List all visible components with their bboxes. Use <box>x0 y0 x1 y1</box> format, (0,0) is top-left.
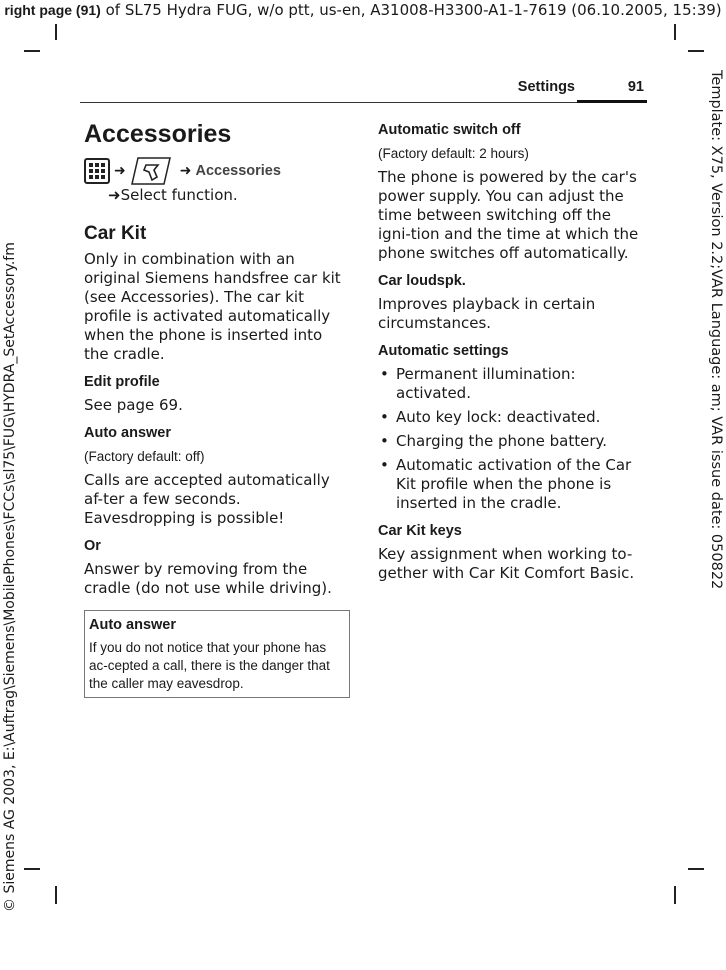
nav-arrow: ➜ <box>179 163 192 179</box>
edit-profile-text: See page 69. <box>84 396 183 414</box>
settings-tool-icon <box>130 156 176 186</box>
crop-mark-tr-v <box>674 24 676 40</box>
or-text: Answer by removing from the cradle (do not use while driving). <box>84 560 332 597</box>
auto-answer-text: Calls are accepted automatically af-ter a few seconds. Eavesdropping is possible! <box>84 471 330 527</box>
print-header-text: of SL75 Hydra FUG, w/o ptt, us-en, A31008-H3300-A1-1-7619 (06.10.2005, 15:39) <box>105 1 722 19</box>
page-number: 91 <box>627 79 644 95</box>
side-file-path: © Siemens AG 2003, E:\Auftrag\Siemens\MobilePhones\FCCs\sl75\FUG\HYDRA_SetAccessory.fm <box>2 242 18 912</box>
list-item <box>378 365 646 403</box>
car-kit-keys-text: Key assignment when working to-gether with Car Kit Comfort Basic. <box>378 545 635 582</box>
nav-arrow: ➜ <box>114 163 126 179</box>
switch-off-default: (Factory default: 2 hours) <box>378 146 529 161</box>
crop-mark-tl-v <box>55 24 57 40</box>
bullet: • <box>380 456 389 474</box>
auto-settings-heading: Automatic settings <box>378 343 509 359</box>
list-item-text: Permanent illumination: activated. <box>396 365 576 402</box>
crop-mark-bl-h <box>24 868 40 870</box>
switch-off-heading: Automatic switch off <box>378 122 521 138</box>
running-header <box>80 78 647 103</box>
switch-off-text: The phone is powered by the car's power supply. You can adjust the time between switching off the igni-tion and the time at which the phone switches off automatically. <box>378 168 639 262</box>
car-kit-keys-heading: Car Kit keys <box>378 523 462 539</box>
auto-settings-list <box>378 365 646 513</box>
note-body: If you do not notice that your phone has ac-cepted a call, there is the danger that the caller may eavesdrop. <box>89 640 330 691</box>
crop-mark-tr-h <box>688 50 704 52</box>
bullet: • <box>380 432 389 450</box>
bullet: • <box>380 365 389 383</box>
loudspeaker-heading: Car loudspk. <box>378 273 466 289</box>
crop-mark-bl-v <box>55 886 57 904</box>
page-number-rule <box>577 100 647 103</box>
loudspeaker-text: Improves playback in certain circumstances. <box>378 295 596 332</box>
edit-profile-heading: Edit profile <box>84 374 160 390</box>
crop-mark-tl-h <box>24 50 40 52</box>
auto-answer-default: (Factory default: off) <box>84 449 205 464</box>
car-kit-heading: Car Kit <box>84 223 147 244</box>
side-template-info: Template: X75, Version 2.2;VAR Language: am; VAR issue date: 050822 <box>708 70 724 590</box>
section-title: Settings <box>517 79 575 95</box>
nav-target: Accessories <box>195 163 281 179</box>
crop-mark-br-h <box>688 868 704 870</box>
note-box <box>84 610 350 698</box>
or-heading: Or <box>84 538 101 554</box>
crop-mark-br-v <box>674 886 676 904</box>
auto-answer-heading: Auto answer <box>84 425 172 441</box>
nav-select-function: ➜Select function. <box>108 186 238 204</box>
menu-path <box>84 156 350 186</box>
list-item <box>378 432 646 451</box>
right-column <box>378 120 646 589</box>
list-item-text: Auto key lock: deactivated. <box>396 408 601 426</box>
page-title: Accessories <box>84 120 232 148</box>
list-item-text: Automatic activation of the Car Kit profile when the phone is inserted in the cradle. <box>396 456 632 512</box>
list-item-text: Charging the phone battery. <box>396 432 608 450</box>
car-kit-intro: Only in combination with an original Siemens handsfree car kit (see Accessories). The car kit profile is activated automatically when the phone is inserted into the cradle. <box>84 250 341 363</box>
print-page-ref: right page (91) <box>4 2 101 18</box>
list-item <box>378 456 646 513</box>
left-column <box>84 118 350 698</box>
print-header <box>0 0 726 20</box>
note-title: Auto answer <box>89 617 177 633</box>
bullet: • <box>380 408 389 426</box>
menu-grid-icon <box>84 158 110 184</box>
list-item <box>378 408 646 427</box>
